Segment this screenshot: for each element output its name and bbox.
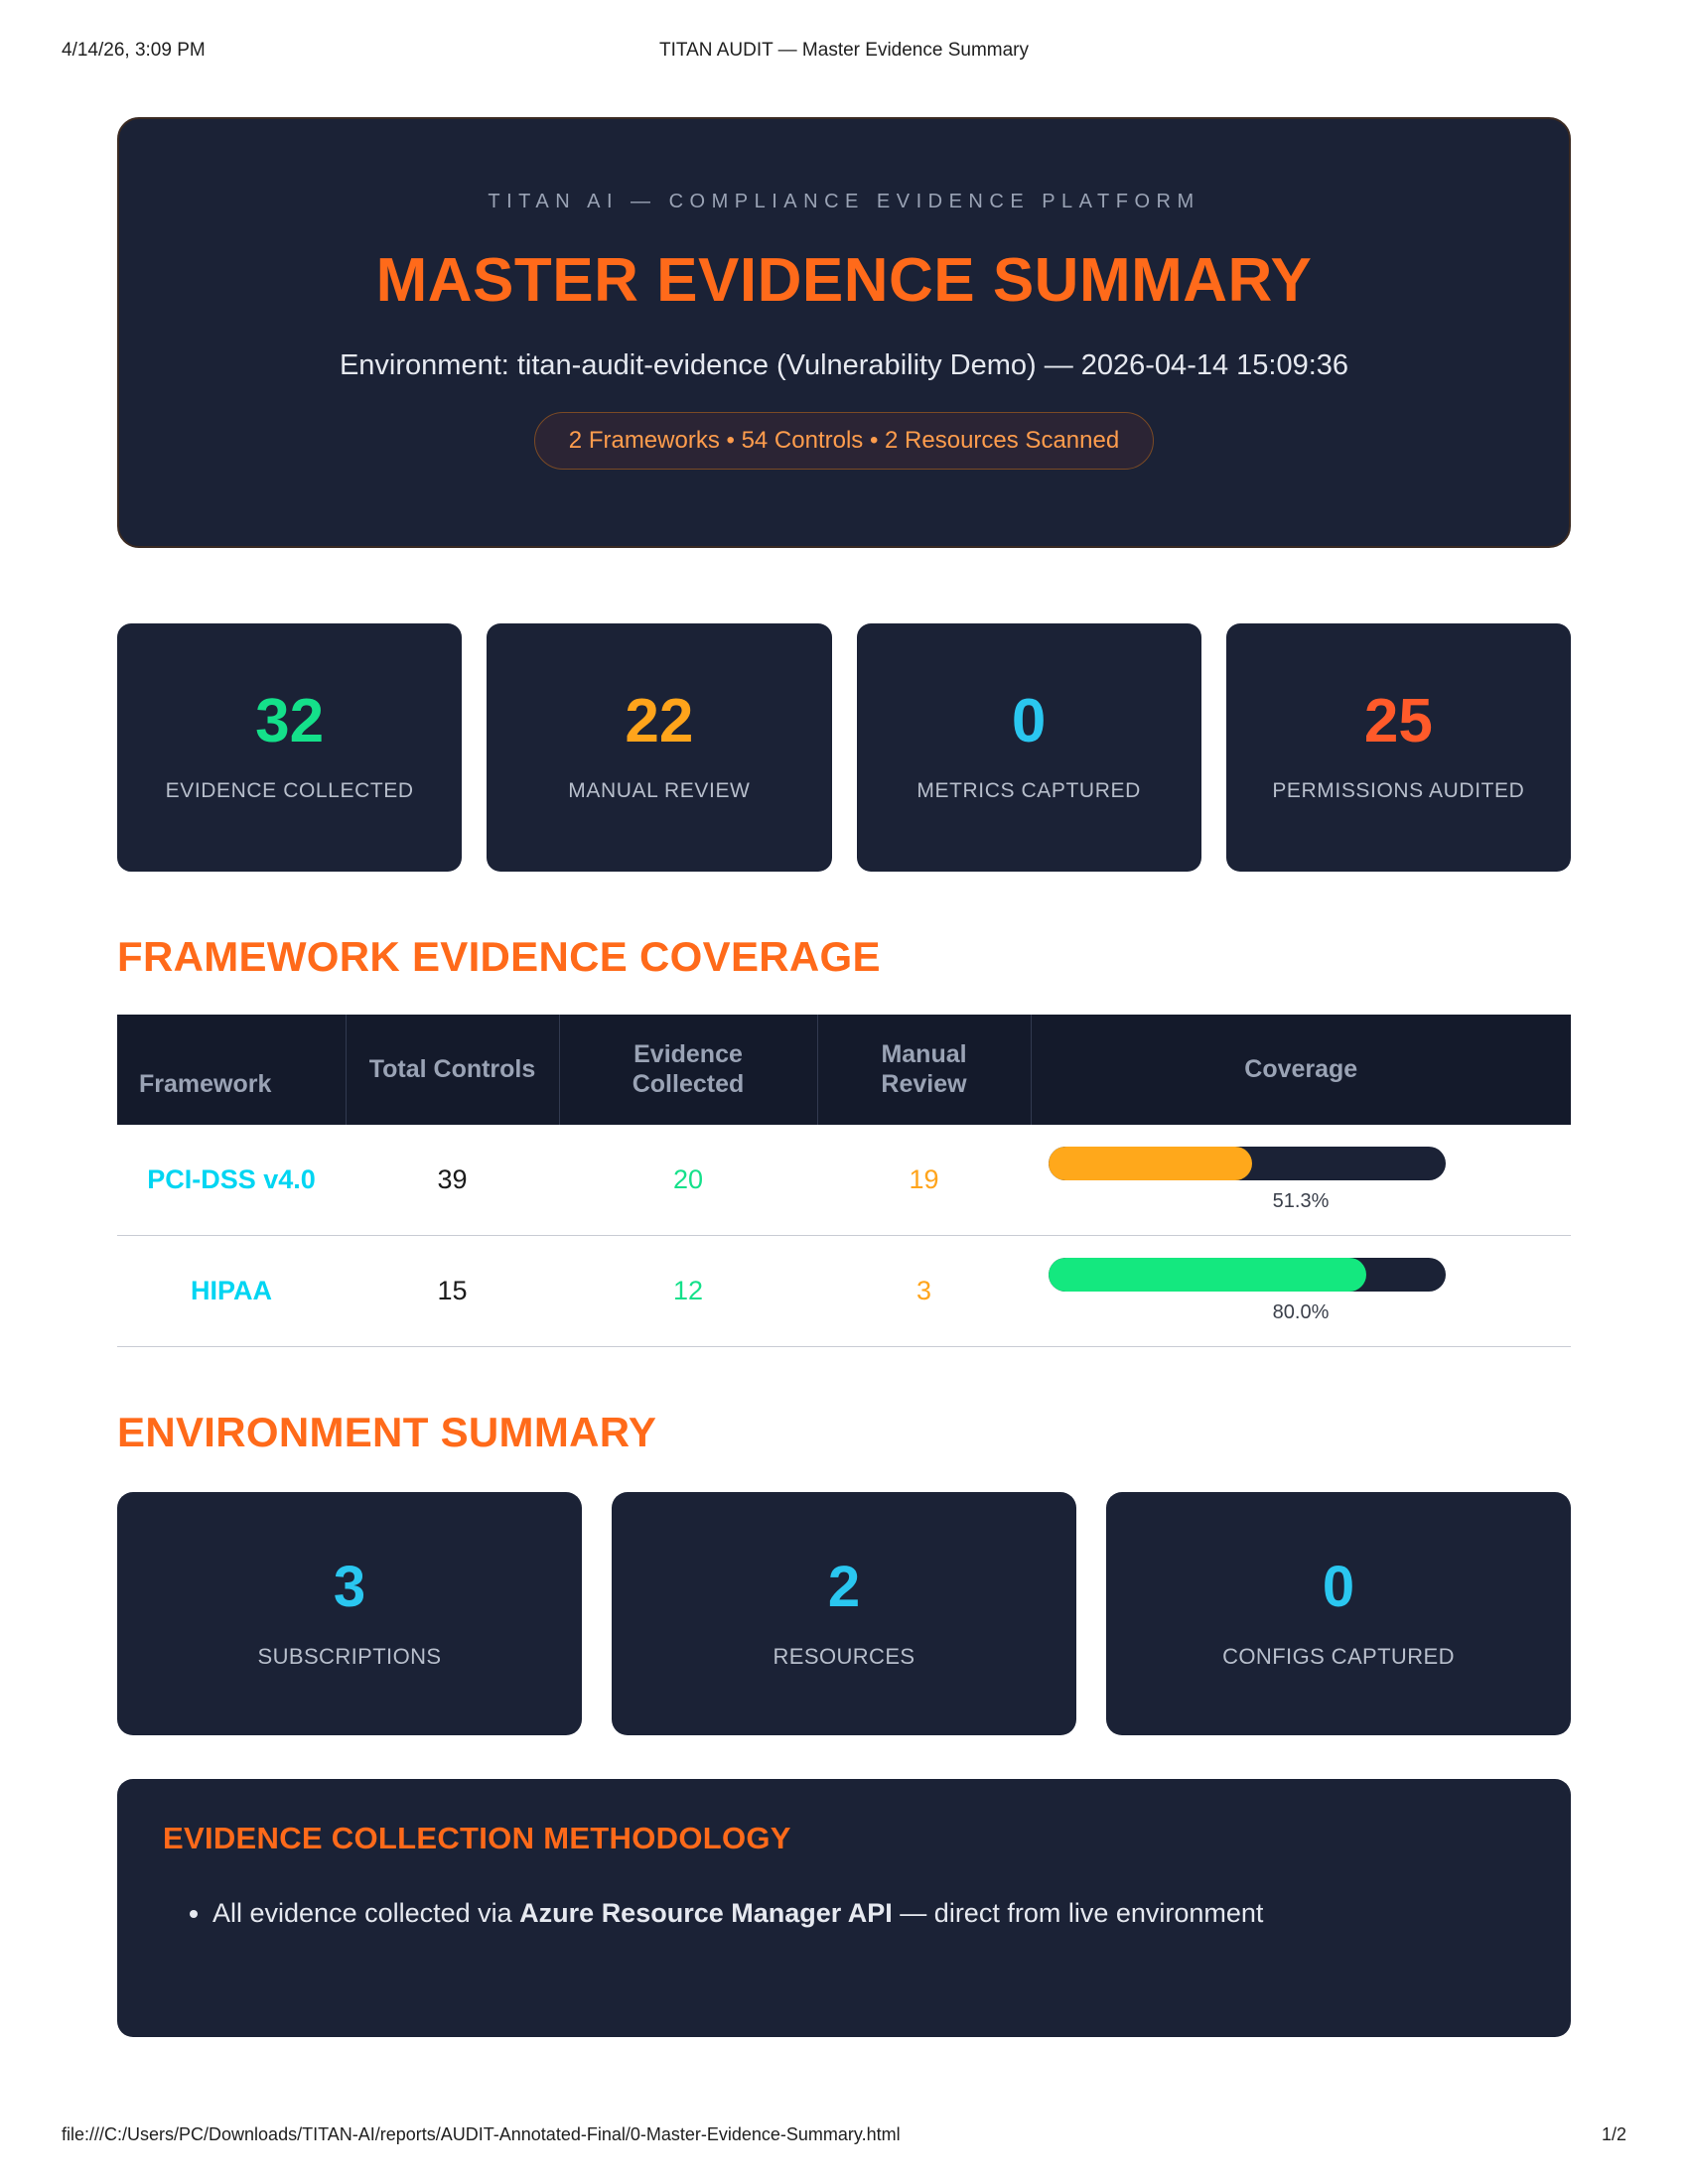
column-header-manual-review: Manual Review: [817, 1015, 1031, 1125]
stat-label: PERMISSIONS AUDITED: [1272, 778, 1525, 802]
report-content: [117, 117, 1571, 2037]
table-header-row: [117, 1015, 1571, 1125]
print-date: 4/14/26, 3:09 PM: [62, 40, 206, 61]
methodology-bullet-post: — direct from live environment: [892, 1898, 1264, 1928]
methodology-list: [163, 1890, 1525, 1937]
methodology-bullet-pre: All evidence collected via: [212, 1898, 520, 1928]
cell-total-controls: 15: [346, 1236, 559, 1347]
column-header-total-controls: Total Controls: [346, 1015, 559, 1125]
cell-coverage: [1031, 1125, 1571, 1236]
cell-framework-name: HIPAA: [117, 1236, 346, 1347]
stat-value: 32: [255, 686, 325, 755]
stat-label: EVIDENCE COLLECTED: [165, 778, 414, 802]
coverage-bar-fill: [1049, 1147, 1252, 1180]
section-title-framework-coverage: FRAMEWORK EVIDENCE COVERAGE: [117, 933, 881, 980]
framework-coverage-table: [117, 1015, 1571, 1347]
print-file-path: file:///C:/Users/PC/Downloads/TITAN-AI/reports/AUDIT-Annotated-Final/0-Master-Evidence-Summary.html: [62, 2124, 901, 2144]
coverage-bar-track: [1049, 1258, 1446, 1292]
env-card-configs-captured: [1106, 1492, 1571, 1735]
hero-subtitle: Environment: titan-audit-evidence (Vulnerability Demo) — 2026-04-14 15:09:36: [339, 349, 1349, 381]
column-header-evidence-collected: Evidence Collected: [559, 1015, 817, 1125]
list-item: [212, 1890, 1525, 1937]
stat-card-manual-review: [487, 623, 831, 872]
page-title: MASTER EVIDENCE SUMMARY: [375, 246, 1313, 315]
coverage-bar-fill: [1049, 1258, 1366, 1292]
environment-card-row: [117, 1492, 1571, 1735]
hero-summary-badge: 2 Frameworks • 54 Controls • 2 Resources Scanned: [534, 412, 1154, 470]
stat-label: MANUAL REVIEW: [568, 778, 751, 802]
print-footer: [0, 2124, 1688, 2148]
cell-framework-name: PCI-DSS v4.0: [117, 1125, 346, 1236]
stat-value: 0: [1011, 686, 1047, 755]
coverage-bar-track: [1049, 1147, 1446, 1180]
cell-evidence-collected: 12: [559, 1236, 817, 1347]
column-header-coverage: Coverage: [1031, 1015, 1571, 1125]
env-value: 2: [827, 1554, 861, 1619]
stat-label: METRICS CAPTURED: [916, 778, 1141, 802]
print-doc-title: TITAN AUDIT — Master Evidence Summary: [659, 40, 1029, 61]
hero-banner: [117, 117, 1571, 548]
coverage-percent-label: 51.3%: [1272, 1190, 1330, 1212]
print-header: [0, 40, 1688, 64]
stat-card-evidence-collected: [117, 623, 462, 872]
cell-evidence-collected: 20: [559, 1125, 817, 1236]
cell-manual-review: 3: [817, 1236, 1031, 1347]
table-row: [117, 1236, 1571, 1347]
env-label: CONFIGS CAPTURED: [1222, 1643, 1455, 1669]
hero-eyebrow: TITAN AI — COMPLIANCE EVIDENCE PLATFORM: [488, 191, 1200, 212]
env-value: 0: [1322, 1554, 1355, 1619]
cell-total-controls: 39: [346, 1125, 559, 1236]
methodology-panel: [117, 1779, 1571, 2037]
column-header-framework: Framework: [117, 1015, 346, 1125]
stat-card-metrics-captured: [857, 623, 1201, 872]
env-card-subscriptions: [117, 1492, 582, 1735]
cell-coverage: [1031, 1236, 1571, 1347]
table-row: [117, 1125, 1571, 1236]
coverage-percent-label: 80.0%: [1272, 1301, 1330, 1323]
env-label: RESOURCES: [773, 1643, 915, 1669]
cell-manual-review: 19: [817, 1125, 1031, 1236]
stat-card-permissions-audited: [1226, 623, 1571, 872]
methodology-title: EVIDENCE COLLECTION METHODOLOGY: [163, 1821, 791, 1855]
section-title-environment-summary: ENVIRONMENT SUMMARY: [117, 1409, 657, 1455]
env-card-resources: [612, 1492, 1076, 1735]
env-label: SUBSCRIPTIONS: [257, 1643, 442, 1669]
stat-card-row: [117, 623, 1571, 872]
stat-value: 22: [625, 686, 694, 755]
print-page-number: 1/2: [1601, 2124, 1626, 2144]
stat-value: 25: [1363, 686, 1433, 755]
env-value: 3: [333, 1554, 366, 1619]
methodology-bullet-bold: Azure Resource Manager API: [519, 1898, 893, 1928]
